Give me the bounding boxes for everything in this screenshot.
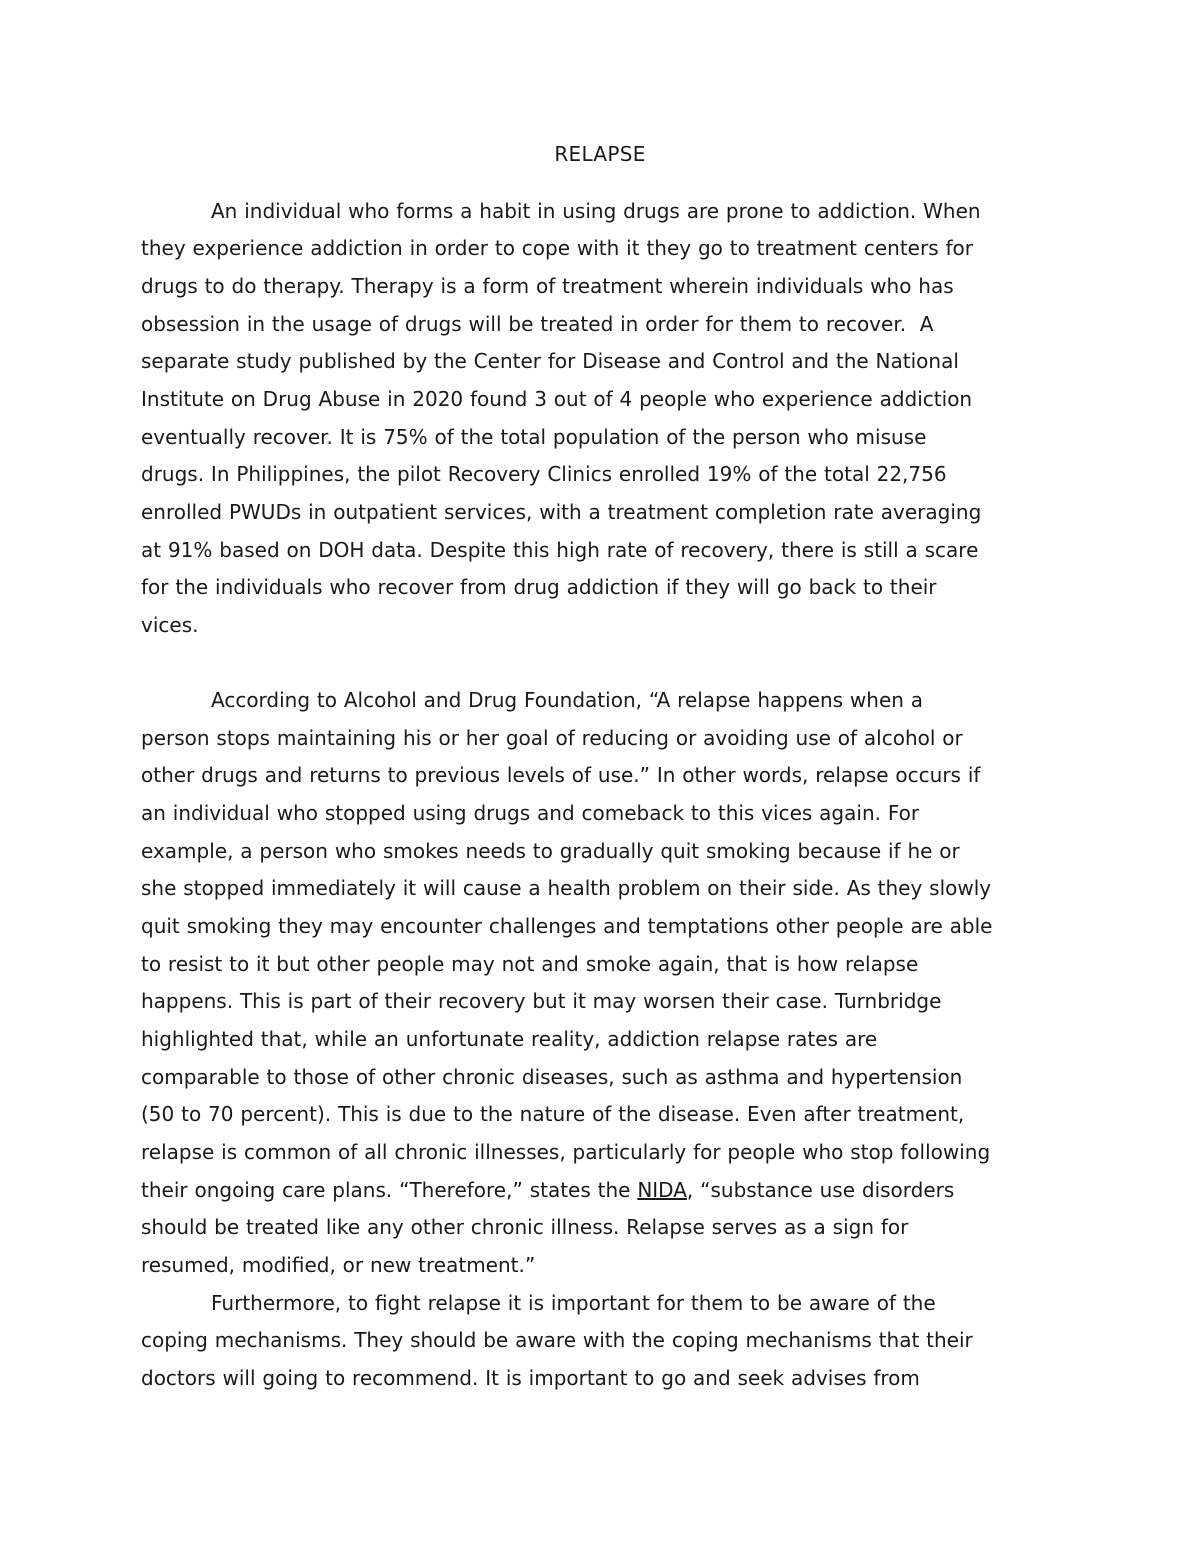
paragraph-2-line-6: she stopped immediately it will cause a health problem on their side. As they slowly [141, 876, 992, 900]
paragraph-2-line-14-end: , “substance use disorders [686, 1178, 955, 1202]
paragraph-2-line-12: (50 to 70 percent). This is due to the nature of the disease. Even after treatment, [141, 1102, 965, 1126]
paragraph-2-line-3: other drugs and returns to previous levels of use.” In other words, relapse occurs if [141, 763, 981, 787]
paragraph-1-line-3: drugs to do therapy. Therapy is a form of treatment wherein individuals who has [141, 274, 954, 298]
paragraph-1-line-2: they experience addiction in order to cope with it they go to treatment centers for [141, 236, 973, 260]
paragraph-1-line-7: eventually recover. It is 75% of the total population of the person who misuse [141, 425, 927, 449]
paragraph-2-line-11: comparable to those of other chronic diseases, such as asthma and hypertension [141, 1065, 963, 1089]
paragraph-2-line-13: relapse is common of all chronic illnesses, particularly for people who stop following [141, 1140, 991, 1164]
paragraph-2-line-14-start: their ongoing care plans. “Therefore,” states the [141, 1178, 638, 1202]
paragraph-2-line-16: resumed, modified, or new treatment.” [141, 1253, 536, 1277]
paragraph-2-line-10: highlighted that, while an unfortunate reality, addiction relapse rates are [141, 1027, 878, 1051]
paragraph-1-line-8: drugs. In Philippines, the pilot Recovery Clinics enrolled 19% of the total 22,756 [141, 462, 947, 486]
paragraph-1-line-9: enrolled PWUDs in outpatient services, with a treatment completion rate averaging [141, 500, 982, 524]
paragraph-1-line-10: at 91% based on DOH data. Despite this high rate of recovery, there is still a scare [141, 538, 979, 562]
paragraph-2-line-1: According to Alcohol and Drug Foundation, “A relapse happens when a [211, 688, 924, 712]
paragraph-2-line-9: happens. This is part of their recovery but it may worsen their case. Turnbridge [141, 989, 942, 1013]
paragraph-1-line-12: vices. [141, 613, 199, 637]
paragraph-3-line-3: doctors will going to recommend. It is important to go and seek advises from [141, 1366, 920, 1390]
paragraph-2-line-7: quit smoking they may encounter challenges and temptations other people are able [141, 914, 993, 938]
paragraph-1-line-1: An individual who forms a habit in using drugs are prone to addiction. When [211, 199, 981, 223]
paragraph-3-line-1: Furthermore, to fight relapse it is important for them to be aware of the [211, 1291, 936, 1315]
paragraph-2-line-5: example, a person who smokes needs to gradually quit smoking because if he or [141, 839, 960, 863]
paragraph-3-line-2: coping mechanisms. They should be aware with the coping mechanisms that their [141, 1328, 973, 1352]
paragraph-1-line-5: separate study published by the Center for Disease and Control and the National [141, 349, 959, 373]
paragraph-2-line-4: an individual who stopped using drugs and comeback to this vices again. For [141, 801, 920, 825]
paragraph-2-line-2: person stops maintaining his or her goal of reducing or avoiding use of alcohol or [141, 726, 963, 750]
paragraph-2-line-15: should be treated like any other chronic illness. Relapse serves as a sign for [141, 1215, 909, 1239]
paragraph-1-line-4: obsession in the usage of drugs will be treated in order for them to recover. A [141, 312, 934, 336]
paragraph-1-line-11: for the individuals who recover from drug addiction if they will go back to their [141, 575, 937, 599]
paragraph-1-line-6: Institute on Drug Abuse in 2020 found 3 out of 4 people who experience addiction [141, 387, 973, 411]
paragraph-2-line-8: to resist to it but other people may not and smoke again, that is how relapse [141, 952, 919, 976]
paragraph-2-line-14 [141, 1175, 954, 1205]
document-title: RELAPSE [554, 142, 646, 166]
nida-link[interactable]: NIDA [637, 1178, 687, 1202]
